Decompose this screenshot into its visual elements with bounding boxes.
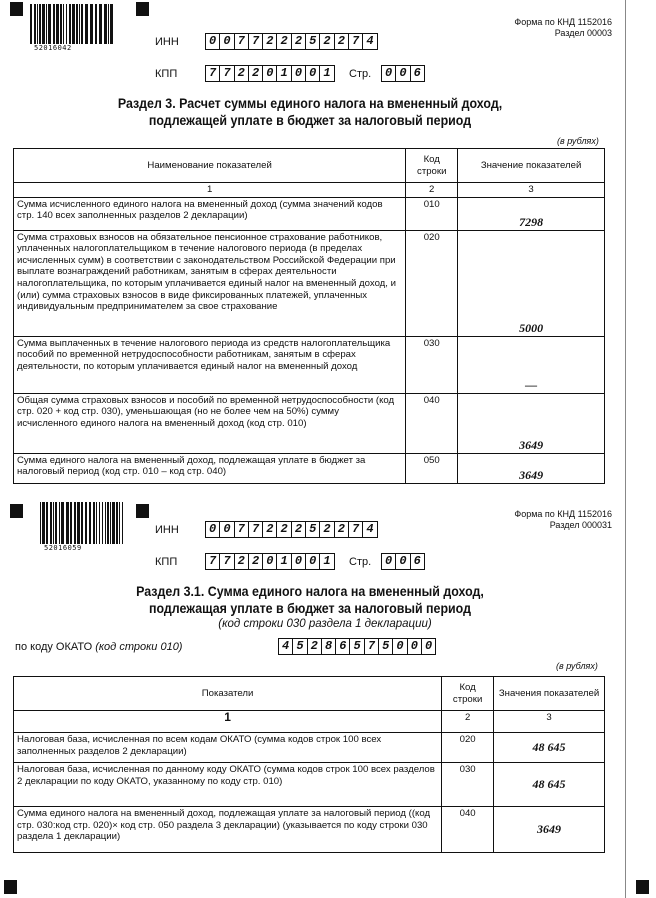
row-value: 7298 [458, 197, 605, 230]
barcode-section31 [40, 502, 125, 544]
digit-cell: 6 [410, 65, 425, 82]
barcode-bar [122, 502, 123, 544]
digit-cell: 0 [421, 638, 436, 655]
digit-cell: 0 [205, 521, 220, 538]
digit-cell: 2 [307, 638, 322, 655]
barcode-bar [66, 502, 69, 544]
digit-cell: 2 [319, 33, 334, 50]
row-value: 3649 [494, 807, 605, 853]
units-label: (в рублях) [556, 661, 598, 671]
table-row [14, 230, 605, 336]
barcode-bar [95, 4, 97, 44]
table-row [14, 807, 605, 853]
barcode-bar [89, 502, 91, 544]
okato-label [15, 641, 182, 653]
row-code: 040 [442, 807, 494, 853]
digit-cell: 0 [407, 638, 422, 655]
header-name: Наименование показателей [14, 149, 406, 183]
row-value: 3649 [458, 393, 605, 453]
barcode-bar [69, 4, 71, 44]
row-value: — [458, 336, 605, 393]
form-line-1: Форма по КНД 1152016 [514, 509, 612, 519]
digit-cell: 7 [205, 65, 220, 82]
digit-cell: 2 [276, 521, 291, 538]
digit-cell: 2 [319, 521, 334, 538]
barcode-bar [53, 4, 55, 44]
header-num-2: 2 [406, 183, 458, 198]
barcode-bar [42, 4, 45, 44]
form-code [514, 509, 612, 531]
digit-cell: 0 [262, 553, 277, 570]
inn-label: ИНН [155, 36, 179, 48]
digit-cell: 1 [276, 553, 291, 570]
barcode-bar [79, 4, 80, 44]
row-code: 020 [406, 230, 458, 336]
alignment-mark-mid-right [136, 504, 149, 518]
table-row [14, 197, 605, 230]
barcode-bar [72, 4, 75, 44]
digit-cell: 7 [219, 553, 234, 570]
barcode-bar [81, 502, 83, 544]
digit-cell: 0 [381, 65, 396, 82]
section3-title-line-1: Раздел 3. Расчет суммы единого налога на вмененный доход, [117, 96, 503, 111]
barcode-bar [46, 502, 48, 544]
row-value: 3649 [458, 453, 605, 483]
barcode-bar [61, 502, 64, 544]
kpp-cells [205, 65, 334, 82]
digit-cell: 8 [321, 638, 336, 655]
digit-cell: 1 [319, 65, 334, 82]
digit-cell: 2 [334, 521, 349, 538]
header-num-3: 3 [458, 183, 605, 198]
inn-cells [205, 521, 377, 538]
row-value: 5000 [458, 230, 605, 336]
barcode-bar [60, 4, 62, 44]
section3-title-line-2: подлежащей уплате в бюджет за налоговый период [148, 113, 472, 128]
barcode-bar [74, 502, 76, 544]
barcode-bar [116, 502, 118, 544]
page-label: Стр. [349, 68, 372, 80]
barcode-bar [42, 502, 45, 544]
alignment-mark-top-left [10, 2, 23, 16]
digit-cell: 0 [395, 65, 410, 82]
table-row [14, 733, 605, 763]
header-name: Показатели [14, 677, 442, 711]
barcode-bar [59, 502, 60, 544]
digit-cell: 0 [381, 553, 396, 570]
inn-cells [205, 33, 377, 50]
barcode-bar [107, 502, 109, 544]
section31-title [52, 583, 567, 617]
barcode-bar [76, 4, 78, 44]
digit-cell: 2 [234, 553, 249, 570]
digit-cell: 5 [305, 33, 320, 50]
digit-cell: 2 [234, 65, 249, 82]
header-num-1: 1 [14, 711, 442, 733]
section3-table [13, 148, 605, 484]
page-edge-line [625, 0, 626, 898]
kpp-cells [205, 553, 334, 570]
barcode-bar [56, 4, 59, 44]
digit-cell: 7 [205, 553, 220, 570]
table-row [14, 453, 605, 483]
digit-cell: 2 [291, 33, 306, 50]
barcode-bar [81, 4, 83, 44]
form-line-2: Раздел 000031 [549, 520, 612, 530]
digit-cell: 2 [248, 65, 263, 82]
barcode-bar [50, 502, 52, 544]
section31-title-line-2: подлежащая уплате в бюджет за налоговый период [149, 601, 471, 616]
header-num-3: 3 [494, 711, 605, 733]
barcode-bar [77, 502, 80, 544]
digit-cell: 1 [276, 65, 291, 82]
header-num-1: 1 [14, 183, 406, 198]
row-code: 040 [406, 393, 458, 453]
barcode-bar [39, 4, 41, 44]
header-code: Код строки [442, 677, 494, 711]
digit-cell: 2 [262, 33, 277, 50]
kpp-label: КПП [155, 556, 178, 568]
row-name: Сумма исчисленного единого налога на вмененный доход (сумма значений кодов стр. 140 всех заполненных разделов 2 декларации) [14, 197, 406, 230]
barcode-bar [70, 502, 72, 544]
digit-cell: 4 [278, 638, 293, 655]
digit-cell: 6 [410, 553, 425, 570]
digit-cell: 4 [362, 33, 377, 50]
row-name: Сумма единого налога на вмененный доход, подлежащая уплате в бюджет за налоговый период (код стр. 010 – код стр. 040) [14, 453, 406, 483]
digit-cell: 0 [395, 553, 410, 570]
barcode-bar [110, 502, 111, 544]
barcode-bar [90, 4, 93, 44]
okato-cells [278, 638, 435, 655]
okato-note: (код строки 010) [95, 641, 183, 653]
inn-label: ИНН [155, 524, 179, 536]
kpp-label: КПП [155, 68, 178, 80]
alignment-mark-mid-left [10, 504, 23, 518]
barcode-bar [63, 4, 64, 44]
digit-cell: 5 [305, 521, 320, 538]
page-cells [381, 65, 424, 82]
barcode-bar [34, 4, 36, 44]
barcode-bar [66, 4, 67, 44]
digit-cell: 7 [348, 521, 363, 538]
digit-cell: 5 [349, 638, 364, 655]
digit-cell: 5 [378, 638, 393, 655]
barcode-bar [46, 4, 47, 44]
header-num-2: 2 [442, 711, 494, 733]
barcode-bar [96, 502, 97, 544]
barcode-number-section31: 52016059 [44, 544, 82, 552]
table-row [14, 763, 605, 807]
digit-cell: 2 [262, 521, 277, 538]
row-code: 050 [406, 453, 458, 483]
row-value: 48 645 [494, 763, 605, 807]
section31-table [13, 676, 605, 853]
digit-cell: 7 [248, 33, 263, 50]
digit-cell: 7 [348, 33, 363, 50]
table-row [14, 336, 605, 393]
units-label: (в рублях) [557, 136, 599, 146]
row-name: Сумма единого налога на вмененный доход, подлежащая уплате за налоговый период ((код стр. 030:код стр. 020)× код стр. 050 раздела 3 декларации) (указывается по коду строки 030 раздела 1 декларации) [14, 807, 442, 853]
alignment-mark-bottom-left [4, 880, 17, 894]
row-name: Налоговая база, исчисленная по данному коду ОКАТО (сумма кодов строк 100 всех разделов 2 декларации по коду ОКАТО, указанному по коду стр. 010) [14, 763, 442, 807]
header-code: Код строки [406, 149, 458, 183]
barcode-bar [40, 502, 41, 544]
digit-cell: 0 [219, 33, 234, 50]
barcode-bar [85, 502, 87, 544]
row-name: Сумма страховых взносов на обязательное пенсионное страхование работников, уплаченных налогоплательщиком в течение налогового периода (в пределах исчисленных сумм) в соответствии с законодательством Российской Федерации при выплате вознаграждений работникам, занятым в сферах деятельности налогоплательщика, по которым уплачивается единый налог на вмененный доход, и (или) сумма страховых взносов в виде фиксированных платежей, уплаченных индивидуальным предпринимателем за свое страхование [14, 230, 406, 336]
barcode-bar [99, 502, 100, 544]
page-cells [381, 553, 424, 570]
header-value: Значение показателей [458, 149, 605, 183]
digit-cell: 7 [234, 521, 249, 538]
row-value: 48 645 [494, 733, 605, 763]
barcode-bar [37, 4, 38, 44]
digit-cell: 2 [248, 553, 263, 570]
barcode-bar [119, 502, 120, 544]
barcode-bar [93, 502, 95, 544]
header-value: Значения показателей [494, 677, 605, 711]
barcode-bar [55, 502, 57, 544]
digit-cell: 6 [335, 638, 350, 655]
digit-cell: 4 [362, 521, 377, 538]
row-code: 020 [442, 733, 494, 763]
barcode-section3 [30, 4, 115, 44]
barcode-bar [112, 502, 115, 544]
digit-cell: 0 [291, 65, 306, 82]
row-code: 010 [406, 197, 458, 230]
section31-subtitle: (код строки 030 раздела 1 декларации) [218, 618, 432, 630]
digit-cell: 0 [291, 553, 306, 570]
digit-cell: 5 [292, 638, 307, 655]
digit-cell: 7 [248, 521, 263, 538]
barcode-bar [102, 502, 103, 544]
section31-title-line-1: Раздел 3.1. Сумма единого налога на вмененный доход, [136, 584, 484, 599]
table-row [14, 393, 605, 453]
digit-cell: 0 [305, 65, 320, 82]
page-label: Стр. [349, 556, 372, 568]
digit-cell: 2 [291, 521, 306, 538]
barcode-bar [104, 4, 107, 44]
digit-cell: 0 [205, 33, 220, 50]
barcode-bar [108, 4, 109, 44]
digit-cell: 1 [319, 553, 334, 570]
row-code: 030 [406, 336, 458, 393]
row-name: Налоговая база, исчисленная по всем кодам ОКАТО (сумма кодов строк 100 всех заполненных разделов 2 декларации) [14, 733, 442, 763]
digit-cell: 0 [392, 638, 407, 655]
alignment-mark-bottom-right [636, 880, 649, 894]
barcode-bar [53, 502, 54, 544]
digit-cell: 2 [334, 33, 349, 50]
barcode-bar [48, 4, 51, 44]
row-name: Общая сумма страховых взносов и пособий по временной нетрудоспособности (код стр. 020 + код стр. 030), уменьшающая (но не более чем на 50%) сумму исчисленного единого налога на вмененный доход (код стр. 010) [14, 393, 406, 453]
digit-cell: 0 [262, 65, 277, 82]
form-code [514, 17, 612, 39]
barcode-bar [110, 4, 113, 44]
digit-cell: 0 [305, 553, 320, 570]
barcode-number-section3: 52016042 [34, 44, 72, 52]
section3-title [52, 95, 567, 129]
form-line-2: Раздел 00003 [554, 28, 612, 38]
barcode-bar [105, 502, 106, 544]
digit-cell: 7 [364, 638, 379, 655]
form-line-1: Форма по КНД 1152016 [514, 17, 612, 27]
digit-cell: 2 [276, 33, 291, 50]
alignment-mark-top-right [136, 2, 149, 16]
row-code: 030 [442, 763, 494, 807]
digit-cell: 0 [219, 521, 234, 538]
barcode-bar [30, 4, 32, 44]
barcode-bar [85, 4, 88, 44]
row-name: Сумма выплаченных в течение налогового периода из средств налогоплательщика пособий по временной нетрудоспособности работникам, занятым в сферах деятельности, по которым уплачивается единый налог на вмененный доход [14, 336, 406, 393]
digit-cell: 7 [219, 65, 234, 82]
digit-cell: 7 [234, 33, 249, 50]
okato-label-text: по коду ОКАТО [15, 641, 93, 653]
barcode-bar [99, 4, 102, 44]
